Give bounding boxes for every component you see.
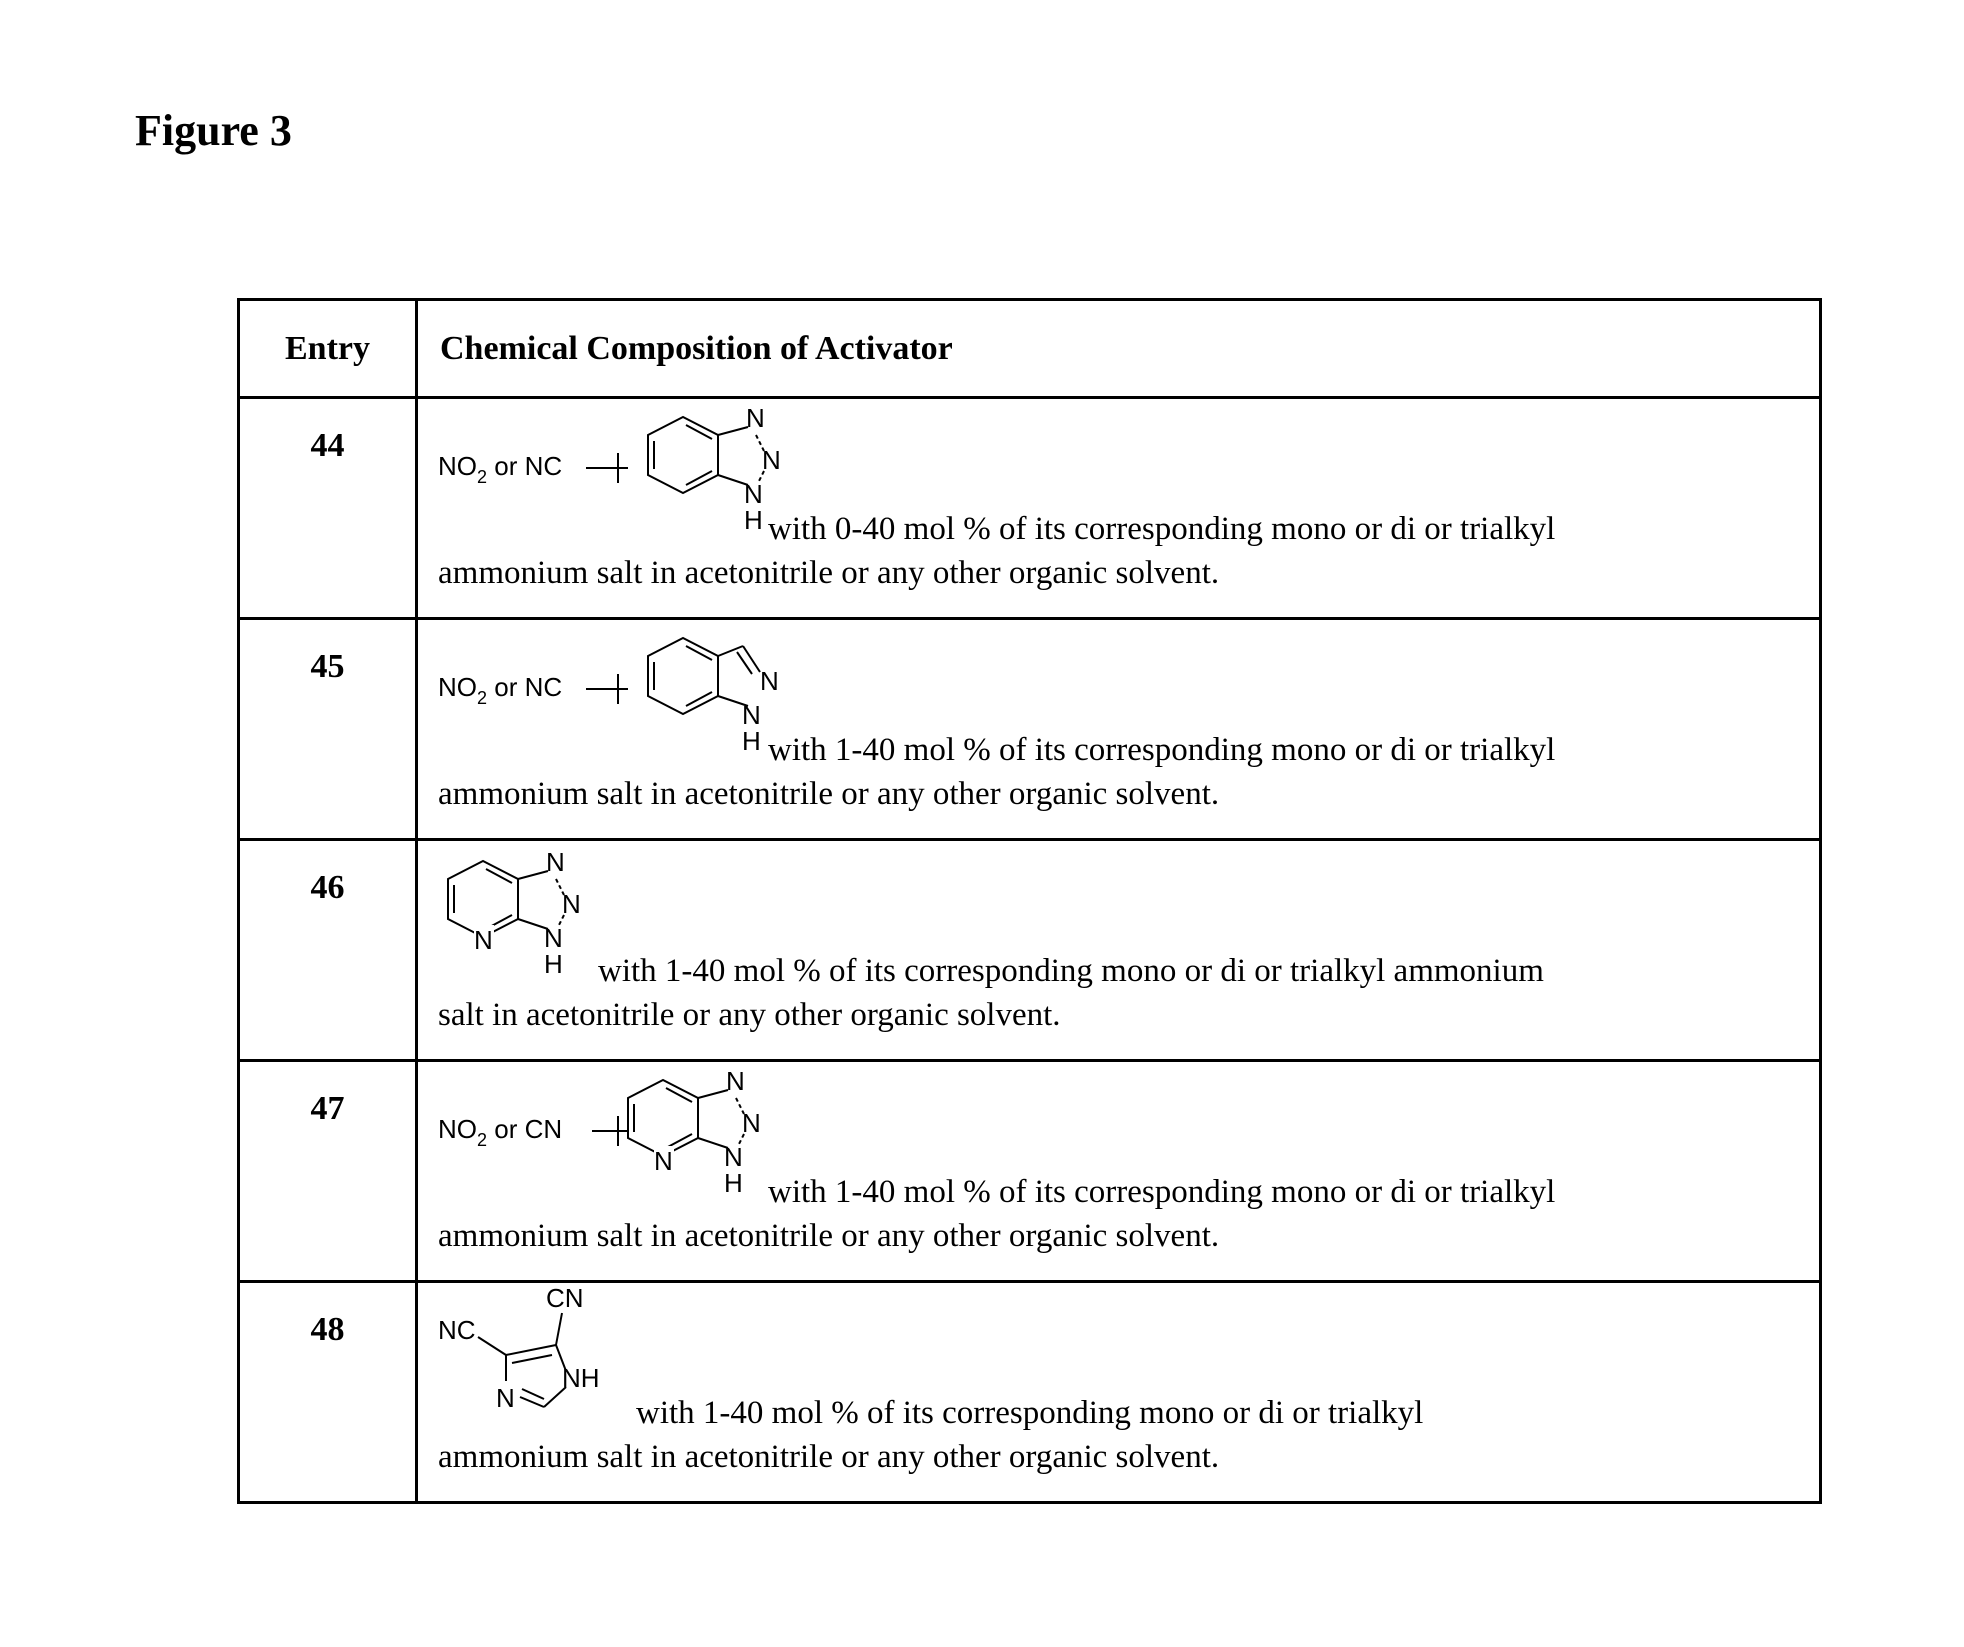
entry-number: 45 [239, 619, 417, 840]
atom-h: H [724, 1168, 743, 1198]
label-n: N [496, 1383, 515, 1413]
composition-cell [417, 1061, 1821, 1282]
composition-column-header: Chemical Composition of Activator [417, 300, 1821, 398]
atom-n2: N [742, 700, 761, 730]
description-line-1: with 1-40 mol % of its corresponding mono or di or trialkyl [768, 732, 1555, 769]
atom-n3: N [724, 1142, 743, 1172]
atom-n1: N [546, 847, 565, 877]
substituent-label: NO2 or NC [438, 451, 562, 487]
dicyanoimidazole-structure-drawing [438, 1297, 638, 1447]
atom-n-pyridine: N [474, 925, 493, 955]
composition-cell [417, 840, 1821, 1061]
description-line-2: ammonium salt in acetonitrile or any other organic solvent. [438, 1439, 1219, 1476]
description-line-2: salt in acetonitrile or any other organic solvent. [438, 997, 1061, 1034]
composition-cell [417, 398, 1821, 619]
description-line-1: with 1-40 mol % of its corresponding mono or di or trialkyl ammonium [598, 953, 1544, 990]
entry-number: 47 [239, 1061, 417, 1282]
atom-n3: N [544, 923, 563, 953]
label-nc-left: NC [438, 1315, 476, 1345]
atom-h: H [742, 726, 761, 756]
description-line-2: ammonium salt in acetonitrile or any other organic solvent. [438, 1218, 1219, 1255]
label-cn-top: CN [546, 1283, 584, 1313]
composition-cell [417, 619, 1821, 840]
composition-cell [417, 1282, 1821, 1503]
atom-n1: N [746, 403, 765, 433]
atom-n2: N [762, 445, 781, 475]
table-row [239, 619, 1821, 840]
activator-table [237, 298, 1822, 1504]
entry-column-header: Entry [239, 300, 417, 398]
description-line-1: with 0-40 mol % of its corresponding mono or di or trialkyl [768, 511, 1555, 548]
entry-number: 46 [239, 840, 417, 1061]
label-nh: NH [562, 1363, 600, 1393]
atom-h: H [744, 505, 763, 535]
substituent-label: NO2 or CN [438, 1114, 562, 1150]
atom-n3: N [744, 479, 763, 509]
description-line-1: with 1-40 mol % of its corresponding mono or di or trialkyl [636, 1395, 1423, 1432]
figure-title: Figure 3 [135, 105, 292, 156]
table-row [239, 398, 1821, 619]
atom-n1: N [760, 666, 779, 696]
description-line-2: ammonium salt in acetonitrile or any other organic solvent. [438, 776, 1219, 813]
description-line-1: with 1-40 mol % of its corresponding mono or di or trialkyl [768, 1174, 1555, 1211]
substituent-label: NO2 or NC [438, 672, 562, 708]
atom-n1: N [726, 1066, 745, 1096]
atom-n2: N [562, 889, 581, 919]
atom-n2: N [742, 1108, 761, 1138]
atom-n-pyridine: N [654, 1146, 673, 1176]
table-row [239, 840, 1821, 1061]
table-row [239, 1282, 1821, 1503]
atom-h: H [544, 949, 563, 979]
description-line-2: ammonium salt in acetonitrile or any other organic solvent. [438, 555, 1219, 592]
entry-number: 44 [239, 398, 417, 619]
table-header-row [239, 300, 1821, 398]
table-row [239, 1061, 1821, 1282]
entry-number: 48 [239, 1282, 417, 1503]
